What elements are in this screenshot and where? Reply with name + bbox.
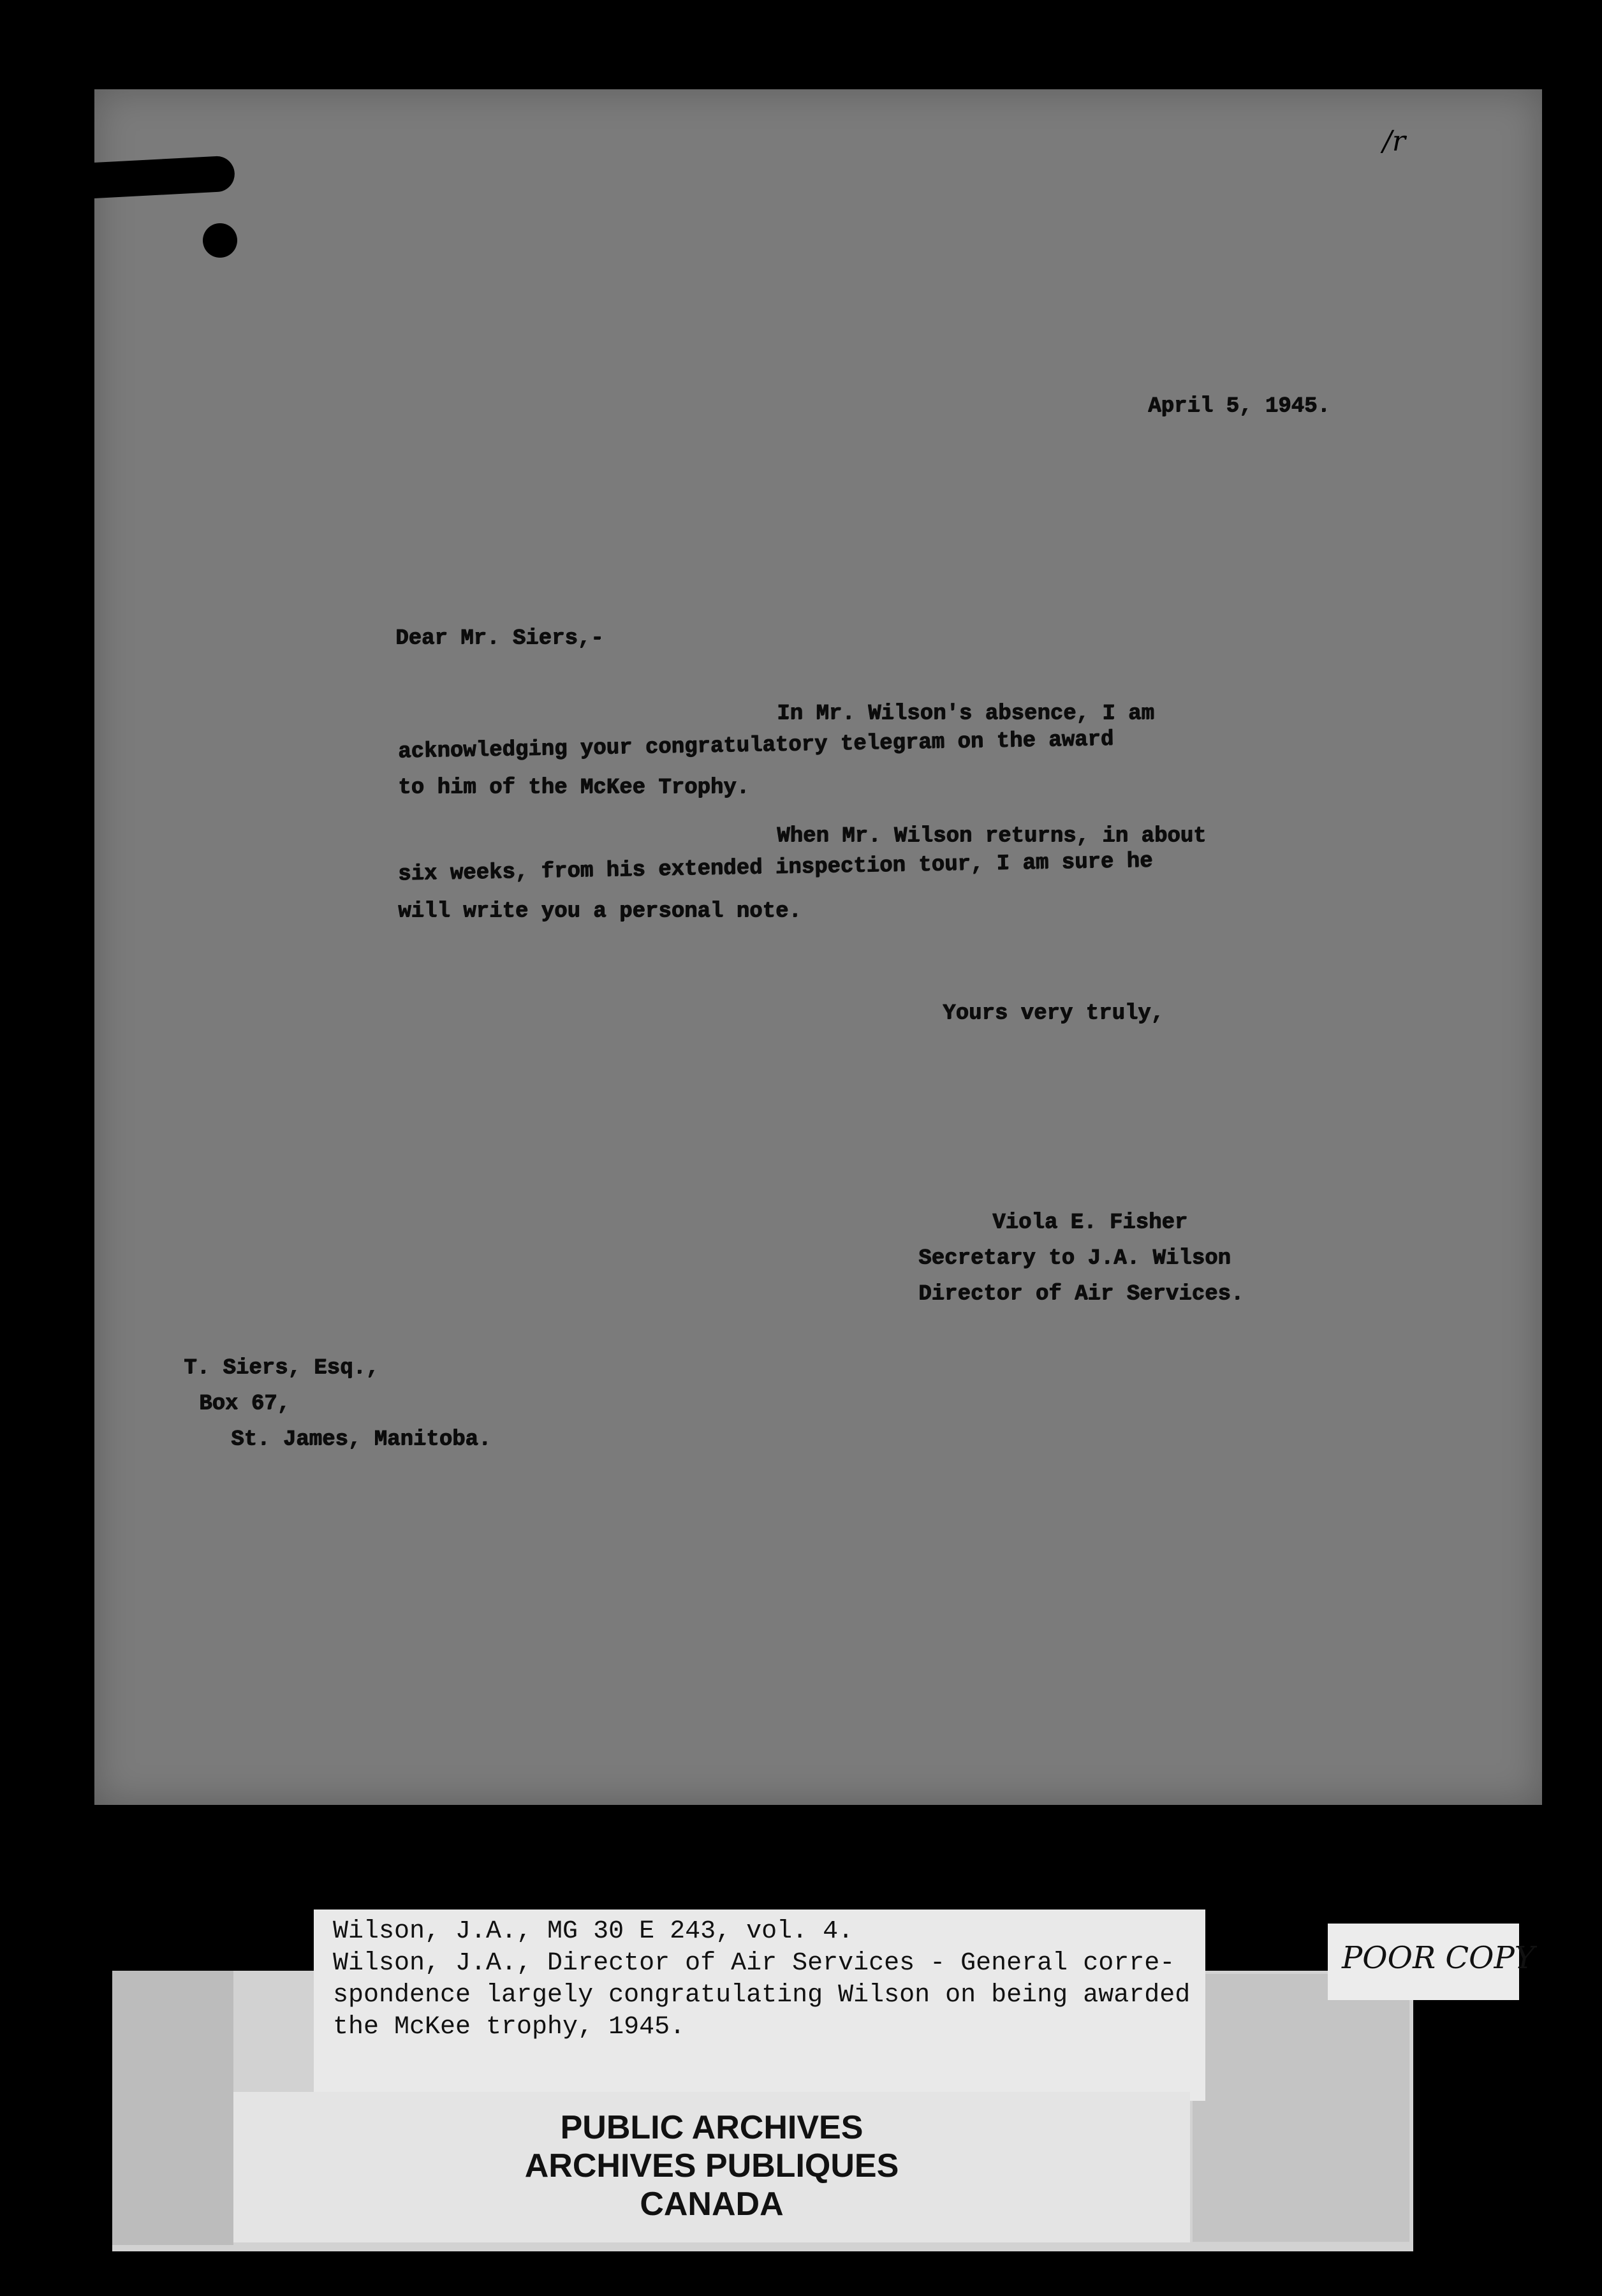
paragraph-line: When Mr. Wilson returns, in about <box>777 824 1207 848</box>
letter-page <box>94 89 1542 1805</box>
address-line: St. James, Manitoba. <box>231 1427 492 1452</box>
label-line: Wilson, J.A., Director of Air Services - General corre- <box>333 1949 1175 1978</box>
archive-strip-right <box>1193 1974 1409 2242</box>
paragraph-line: six weeks, from his extended inspection tour, I am sure he <box>397 849 1153 887</box>
paragraph-line: acknowledging your congratulatory telegram on the award <box>397 727 1114 764</box>
label-line: spondence largely congratulating Wilson on being awarded <box>333 1981 1191 2010</box>
paragraph-line: to him of the McKee Trophy. <box>398 776 749 800</box>
signature-name: Viola E. Fisher <box>992 1211 1188 1235</box>
archive-label <box>314 1910 1205 2101</box>
paragraph-line: will write you a personal note. <box>398 899 802 924</box>
address-line: T. Siers, Esq., <box>184 1356 379 1380</box>
archive-stamp <box>233 2092 1190 2242</box>
poor-copy-note <box>1328 1924 1535 2000</box>
archive-stamp-line: CANADA <box>640 2186 784 2223</box>
poor-copy-text: POOR COPY <box>1342 1940 1535 1976</box>
signature-title: Director of Air Services. <box>918 1282 1244 1306</box>
label-line: the McKee trophy, 1945. <box>333 2013 686 2042</box>
punch-hole <box>203 223 237 258</box>
paragraph-line: In Mr. Wilson's absence, I am <box>777 702 1154 726</box>
closing: Yours very truly, <box>943 1001 1164 1026</box>
archive-stamp-line: ARCHIVES PUBLIQUES <box>524 2147 899 2184</box>
address-line: Box 67, <box>199 1392 290 1416</box>
page-number: /r <box>1383 125 1406 158</box>
label-line: Wilson, J.A., MG 30 E 243, vol. 4. <box>333 1917 854 1946</box>
salutation: Dear Mr. Siers,- <box>395 626 604 651</box>
letter-date: April 5, 1945. <box>1148 394 1330 418</box>
archive-stamp-line: PUBLIC ARCHIVES <box>560 2109 863 2146</box>
archive-strip-left <box>112 1971 233 2245</box>
signature-title: Secretary to J.A. Wilson <box>918 1246 1231 1270</box>
